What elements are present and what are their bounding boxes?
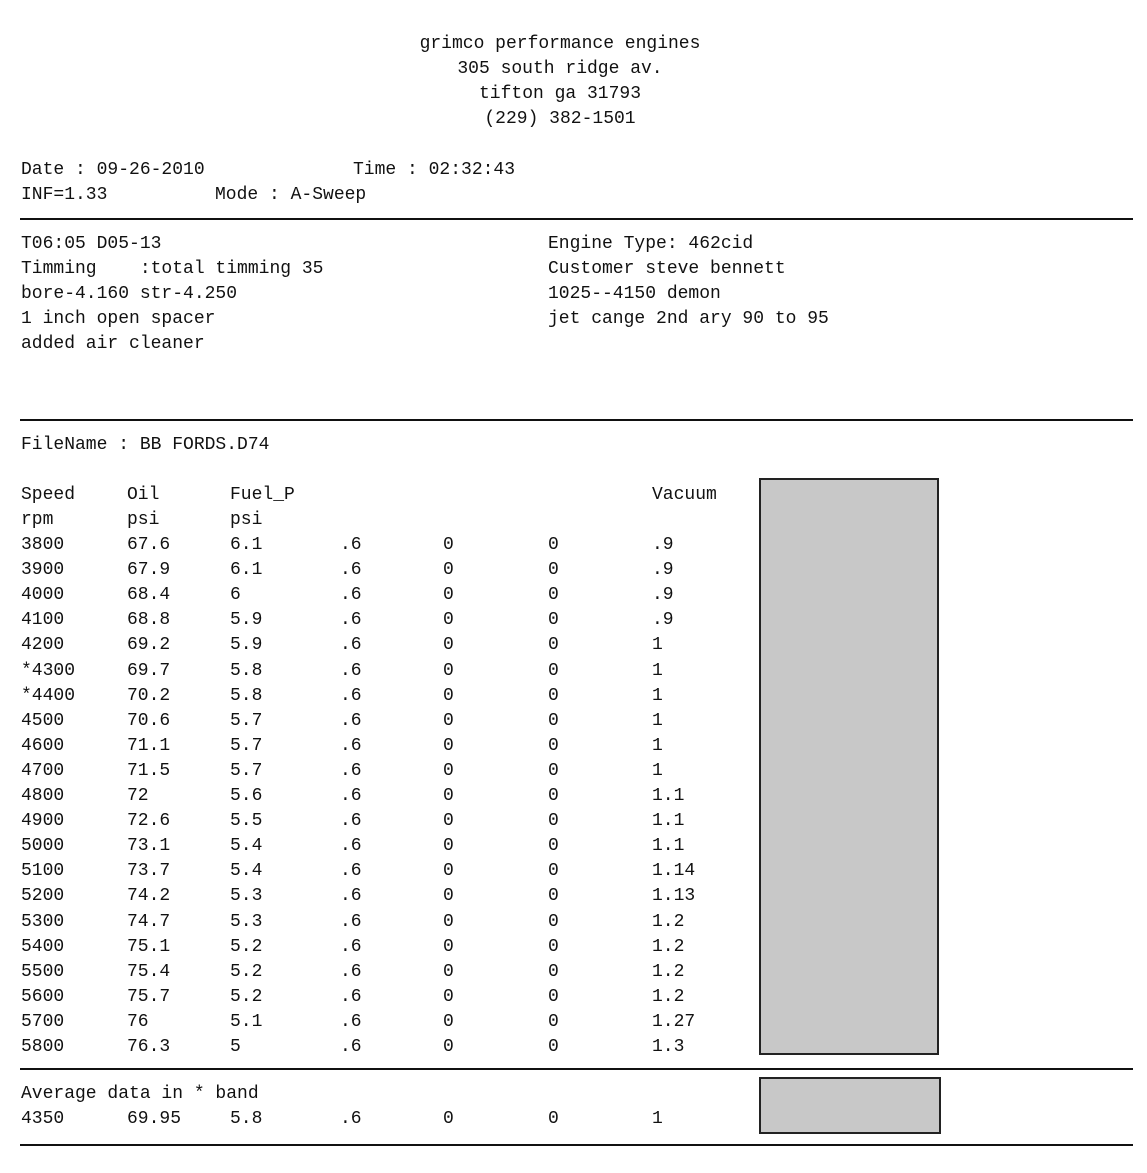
table-cell: 5.7 — [230, 710, 263, 731]
time: Time : 02:32:43 — [353, 160, 516, 180]
table-cell: 74.7 — [127, 911, 171, 932]
table-cell: 1 — [652, 710, 663, 731]
table-cell: .6 — [340, 660, 362, 681]
table-cell: 0 — [443, 660, 454, 681]
table-cell: 5300 — [21, 911, 65, 932]
average-cell: 69.95 — [127, 1109, 182, 1129]
table-cell: 1.2 — [652, 986, 685, 1007]
table-row — [0, 809, 760, 834]
average-cell: 4350 — [21, 1109, 65, 1129]
table-cell: 0 — [443, 986, 454, 1007]
table-cell: 69.2 — [127, 635, 171, 656]
table-cell: 5700 — [21, 1011, 65, 1032]
table-row — [0, 935, 760, 960]
table-cell: 5400 — [21, 936, 65, 957]
table-cell: 0 — [548, 836, 559, 857]
note-line: 1 inch open spacer — [21, 309, 216, 329]
table-cell: .6 — [340, 811, 362, 832]
table-cell: 0 — [548, 786, 559, 806]
table-cell: 0 — [443, 635, 454, 656]
table-cell: .9 — [652, 560, 674, 581]
table-cell: 0 — [548, 585, 559, 606]
table-cell: 76.3 — [127, 1037, 171, 1057]
table-cell: 0 — [548, 610, 559, 631]
table-row — [0, 759, 760, 784]
table-cell: 5.1 — [230, 1011, 263, 1032]
table-cell: 72 — [127, 786, 149, 806]
table-row — [0, 985, 760, 1010]
column-header: psi — [230, 510, 263, 530]
table-cell: .6 — [340, 936, 362, 957]
table-cell: 0 — [443, 1037, 454, 1057]
note-line: added air cleaner — [21, 334, 205, 354]
table-cell: 0 — [443, 685, 454, 706]
table-cell: 0 — [548, 961, 559, 982]
table-cell: .6 — [340, 986, 362, 1007]
table-cell: 71.5 — [127, 760, 171, 781]
average-cell: 0 — [548, 1109, 559, 1129]
table-cell: 0 — [443, 535, 454, 555]
table-cell: 5.8 — [230, 660, 263, 681]
table-cell: 0 — [443, 735, 454, 756]
table-row — [0, 910, 760, 935]
table-cell: 1.27 — [652, 1011, 696, 1032]
table-cell: 1.2 — [652, 961, 685, 982]
table-row — [0, 709, 760, 734]
table-cell: 70.6 — [127, 710, 171, 731]
table-row — [0, 608, 760, 633]
redacted-area — [759, 478, 939, 1055]
table-cell: 0 — [548, 710, 559, 731]
table-cell: 0 — [443, 811, 454, 832]
table-cell: 0 — [548, 560, 559, 581]
table-cell: .6 — [340, 635, 362, 656]
table-cell: 0 — [548, 986, 559, 1007]
table-cell: 5.6 — [230, 786, 263, 806]
filename: FileName : BB FORDS.D74 — [21, 435, 270, 455]
table-cell: 76 — [127, 1011, 149, 1032]
table-cell: 0 — [548, 936, 559, 957]
table-cell: 5600 — [21, 986, 65, 1007]
table-cell: .6 — [340, 1037, 362, 1057]
average-cell: 1 — [652, 1109, 663, 1129]
inf: INF=1.33 — [21, 185, 108, 205]
table-cell: 5.8 — [230, 685, 263, 706]
table-row — [0, 1035, 760, 1060]
divider — [20, 419, 1133, 421]
table-cell: 68.8 — [127, 610, 171, 631]
table-cell: 3900 — [21, 560, 65, 581]
table-cell: .9 — [652, 535, 674, 555]
table-cell: 0 — [443, 1011, 454, 1032]
table-cell: 5.9 — [230, 610, 263, 631]
table-cell: 0 — [443, 560, 454, 581]
note-line: Timming :total timming 35 — [21, 259, 324, 279]
table-row — [0, 1010, 760, 1035]
table-cell: 5200 — [21, 886, 65, 907]
note-line: Customer steve bennett — [548, 259, 786, 279]
table-cell: 5.2 — [230, 936, 263, 957]
table-cell: 5000 — [21, 836, 65, 857]
table-cell: 5.2 — [230, 961, 263, 982]
table-cell: 0 — [548, 735, 559, 756]
column-header-row — [0, 483, 760, 508]
table-cell: 3800 — [21, 535, 65, 555]
divider — [20, 218, 1133, 220]
column-header: Vacuum — [652, 485, 717, 505]
table-cell: .6 — [340, 911, 362, 932]
table-cell: 5.7 — [230, 760, 263, 781]
table-cell: 6 — [230, 585, 241, 606]
table-cell: .6 — [340, 560, 362, 581]
table-cell: .6 — [340, 836, 362, 857]
table-cell: 1 — [652, 760, 663, 781]
table-cell: .6 — [340, 786, 362, 806]
table-cell: 0 — [548, 635, 559, 656]
column-header: Speed — [21, 485, 76, 505]
note-line: T06:05 D05-13 — [21, 234, 162, 254]
table-cell: 4200 — [21, 635, 65, 656]
company-name: grimco performance engines — [419, 34, 701, 54]
table-cell: 4000 — [21, 585, 65, 606]
table-row — [0, 734, 760, 759]
column-header: psi — [127, 510, 160, 530]
table-row — [0, 583, 760, 608]
table-cell: .6 — [340, 535, 362, 555]
column-header: Fuel_P — [230, 485, 295, 505]
table-row — [0, 633, 760, 658]
table-cell: 1 — [652, 685, 663, 706]
table-cell: 0 — [548, 660, 559, 681]
divider — [20, 1068, 1133, 1070]
table-cell: 0 — [443, 610, 454, 631]
table-cell: .6 — [340, 710, 362, 731]
table-cell: .6 — [340, 610, 362, 631]
mode: Mode : A-Sweep — [215, 185, 367, 205]
table-cell: 5.3 — [230, 886, 263, 907]
table-cell: .6 — [340, 585, 362, 606]
table-cell: 0 — [443, 710, 454, 731]
table-row — [0, 960, 760, 985]
table-cell: 1 — [652, 660, 663, 681]
table-cell: 73.7 — [127, 861, 171, 882]
table-cell: 69.7 — [127, 660, 171, 681]
table-cell: 70.2 — [127, 685, 171, 706]
average-values — [0, 1107, 760, 1132]
column-header-row — [0, 508, 760, 533]
table-cell: 6.1 — [230, 560, 263, 581]
table-cell: 5.4 — [230, 836, 263, 857]
table-cell: 5.7 — [230, 735, 263, 756]
table-cell: .6 — [340, 961, 362, 982]
table-cell: 75.1 — [127, 936, 171, 957]
divider — [20, 1144, 1133, 1146]
average-label: Average data in * band — [21, 1084, 259, 1104]
table-cell: 0 — [548, 1037, 559, 1057]
table-cell: 5.5 — [230, 811, 263, 832]
table-cell: 5.9 — [230, 635, 263, 656]
table-cell: 0 — [443, 886, 454, 907]
table-cell: 1 — [652, 735, 663, 756]
table-cell: .9 — [652, 610, 674, 631]
table-cell: 67.6 — [127, 535, 171, 555]
table-row — [0, 884, 760, 909]
table-cell: 5100 — [21, 861, 65, 882]
note-line: jet cange 2nd ary 90 to 95 — [548, 309, 829, 329]
table-cell: .9 — [652, 585, 674, 606]
table-cell: 4600 — [21, 735, 65, 756]
table-cell: 72.6 — [127, 811, 171, 832]
column-header: Oil — [127, 485, 160, 505]
table-cell: 0 — [443, 961, 454, 982]
table-row — [0, 834, 760, 859]
table-cell: 67.9 — [127, 560, 171, 581]
date: Date : 09-26-2010 — [21, 160, 205, 180]
company-city: tifton ga 31793 — [478, 84, 642, 104]
table-cell: 0 — [548, 535, 559, 555]
table-cell: 4100 — [21, 610, 65, 631]
table-cell: 1 — [652, 635, 663, 656]
table-cell: 1.2 — [652, 911, 685, 932]
table-cell: 0 — [443, 585, 454, 606]
table-cell: 1.2 — [652, 936, 685, 957]
table-cell: 0 — [443, 936, 454, 957]
table-cell: 0 — [443, 911, 454, 932]
table-cell: 0 — [443, 760, 454, 781]
note-line: Engine Type: 462cid — [548, 234, 754, 254]
table-cell: 0 — [443, 786, 454, 806]
table-cell: 0 — [548, 886, 559, 907]
table-cell: .6 — [340, 760, 362, 781]
table-cell: 0 — [548, 911, 559, 932]
average-cell: 0 — [443, 1109, 454, 1129]
table-cell: 4500 — [21, 710, 65, 731]
table-cell: 0 — [443, 836, 454, 857]
table-cell: .6 — [340, 861, 362, 882]
table-cell: 1.3 — [652, 1037, 685, 1057]
company-address: 305 south ridge av. — [457, 59, 663, 79]
table-cell: 5.4 — [230, 861, 263, 882]
table-cell: 1.1 — [652, 811, 685, 832]
table-cell: 4700 — [21, 760, 65, 781]
table-cell: 68.4 — [127, 585, 171, 606]
table-cell: 5 — [230, 1037, 241, 1057]
table-cell: 5800 — [21, 1037, 65, 1057]
table-cell: 0 — [443, 861, 454, 882]
table-cell: .6 — [340, 886, 362, 907]
table-cell: 0 — [548, 811, 559, 832]
table-cell: .6 — [340, 735, 362, 756]
table-row — [0, 533, 760, 558]
note-line: bore-4.160 str-4.250 — [21, 284, 238, 304]
table-cell: *4400 — [21, 685, 76, 706]
table-cell: 1.1 — [652, 786, 685, 806]
table-row — [0, 784, 760, 809]
table-row — [0, 859, 760, 884]
note-line: 1025--4150 demon — [548, 284, 721, 304]
table-row — [0, 684, 760, 709]
table-row — [0, 659, 760, 684]
redacted-area — [759, 1077, 941, 1134]
table-cell: 4900 — [21, 811, 65, 832]
average-cell: 5.8 — [230, 1109, 263, 1129]
table-cell: 74.2 — [127, 886, 171, 907]
table-cell: 4800 — [21, 786, 65, 806]
table-cell: 75.7 — [127, 986, 171, 1007]
table-cell: 73.1 — [127, 836, 171, 857]
table-cell: 5.2 — [230, 986, 263, 1007]
table-cell: 1.1 — [652, 836, 685, 857]
table-cell: 75.4 — [127, 961, 171, 982]
company-phone: (229) 382-1501 — [484, 109, 636, 129]
table-cell: 5500 — [21, 961, 65, 982]
table-cell: *4300 — [21, 660, 76, 681]
table-cell: 1.13 — [652, 886, 696, 907]
table-cell: 5.3 — [230, 911, 263, 932]
table-cell: 0 — [548, 760, 559, 781]
table-cell: .6 — [340, 685, 362, 706]
table-cell: 71.1 — [127, 735, 171, 756]
column-header: rpm — [21, 510, 54, 530]
table-row — [0, 558, 760, 583]
table-cell: 0 — [548, 861, 559, 882]
table-cell: 1.14 — [652, 861, 696, 882]
table-cell: .6 — [340, 1011, 362, 1032]
table-cell: 0 — [548, 1011, 559, 1032]
table-cell: 6.1 — [230, 535, 263, 555]
average-cell: .6 — [340, 1109, 362, 1129]
table-cell: 0 — [548, 685, 559, 706]
